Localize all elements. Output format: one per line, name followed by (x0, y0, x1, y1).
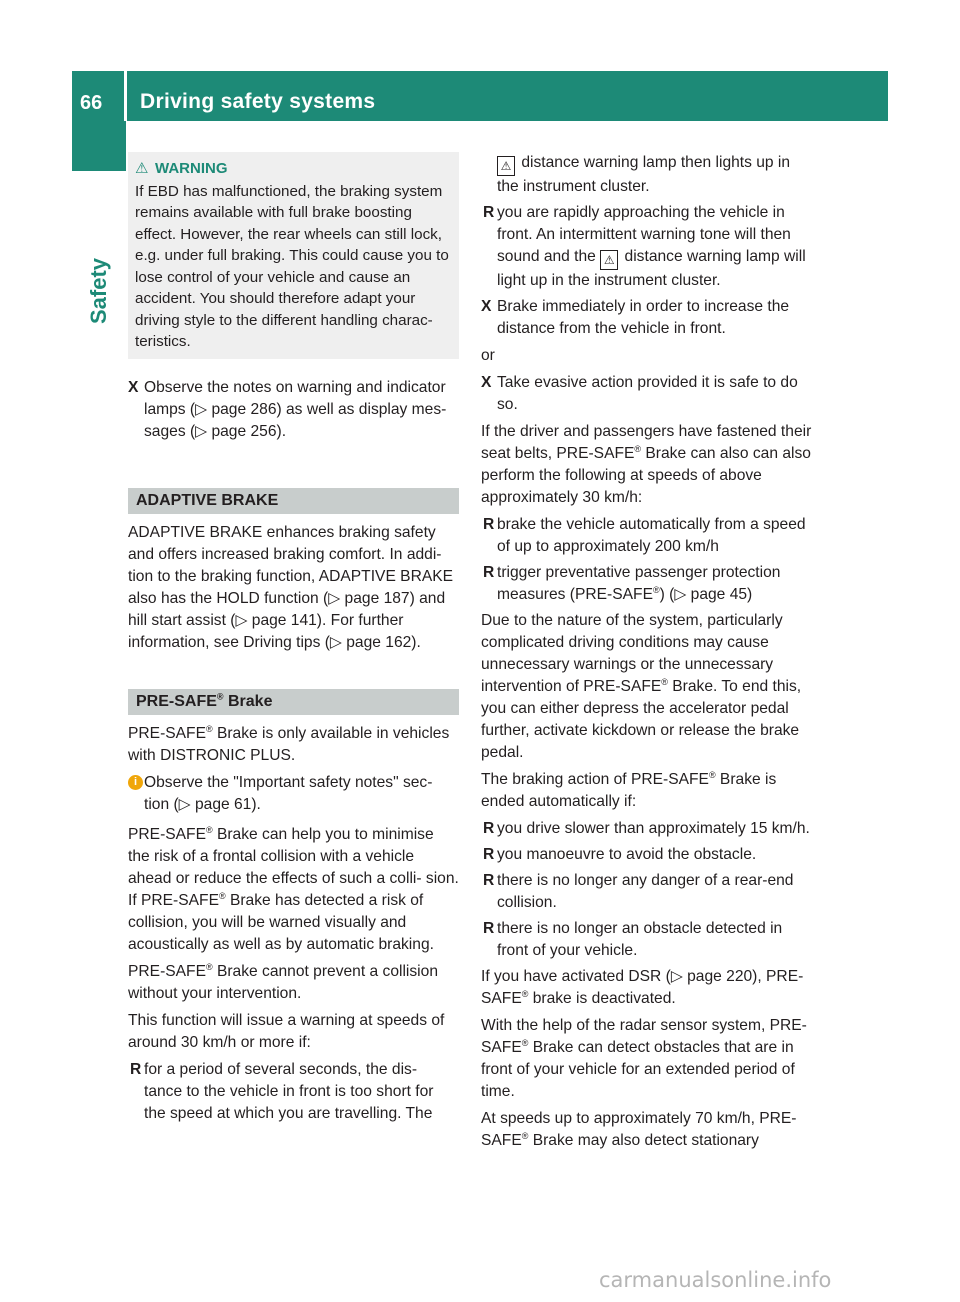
side-tab (72, 121, 126, 171)
bullet-item: R there is no longer an obstacle detected in front of your vehicle. (483, 920, 783, 959)
bullet-marker: R (483, 920, 495, 937)
warning-title: WARNING (155, 160, 228, 177)
heading-text: PRE-SAFE (136, 692, 217, 710)
bullet-item: R brake the vehicle automatically from a speed of up to approximately 200 km/h (483, 516, 806, 555)
right-column (481, 152, 812, 1157)
step-marker: X (128, 378, 139, 396)
step-item (128, 377, 459, 443)
paragraph: PRE-SAFE® Brake can help you to minimise the risk of a frontal collision with a vehicle ahead or reduce the effects of such a colli- sion. If PRE-SAFE® Brake has detected a risk of collision, you will be warned visually and acoustically as well as by automatic braking. (128, 824, 459, 953)
paragraph: Due to the nature of the system, particularly complicated driving conditions may cause unnecessary warnings or the unnecessary intervention of PRE-SAFE® Brake. To end this, you can either depress the accelerator pedal further, activate kickdown or release the brake pedal. (481, 612, 802, 761)
distance-warning-lamp-icon: ⚠ (600, 250, 618, 270)
registered-mark: ® (216, 691, 224, 702)
bullet-item: R you manoeuvre to avoid the obstacle. (481, 844, 812, 866)
section-heading-presafe-brake (128, 689, 459, 715)
paragraph: The braking action of PRE-SAFE® Brake is ended automatically if: (481, 769, 777, 810)
info-note (128, 772, 459, 816)
bullet-marker: R (483, 872, 495, 889)
bullet-marker: R (483, 516, 495, 533)
paragraph: PRE-SAFE® Brake is only available in vehicles with DISTRONIC PLUS. (128, 723, 450, 764)
step-marker: X (481, 374, 492, 391)
paragraph: PRE-SAFE® Brake cannot prevent a collision without your intervention. (128, 961, 438, 1002)
warning-triangle-icon: ⚠ (135, 160, 149, 177)
paragraph: At speeds up to approximately 70 km/h, PRE-SAFE® Brake may also detect stationary (481, 1110, 797, 1149)
step-item: X Brake immediately in order to increase the distance from the vehicle in front. (481, 298, 790, 337)
step-text: Observe the notes on warning and indicator lamps (▷ page 286) as well as display mes- sages (▷ page 256). (144, 378, 447, 440)
paragraph: This function will issue a warning at speeds of around 30 km/h or more if: (128, 1011, 445, 1051)
chapter-title: Driving safety systems (140, 90, 376, 113)
bullet-marker: R (483, 846, 495, 863)
bullet-marker: R (483, 820, 495, 837)
distance-warning-lamp-icon: ⚠ (497, 156, 515, 176)
bullet-marker: R (130, 1060, 142, 1078)
bullet-item: R there is no longer any danger of a rear-end collision. (483, 872, 794, 911)
or-text: or (481, 347, 495, 364)
side-label-text: Safety (86, 257, 111, 324)
paragraph: With the help of the radar sensor system, PRE-SAFE® Brake can detect obstacles that are in front of your vehicle for an extended period of time. (481, 1017, 807, 1100)
warning-text: If EBD has malfunctioned, the braking system remains available with full brake boosting effect. However, the rear wheels can still lock, e.g. under full braking. This could cause you to lose control of your vehicle and cause an accident. You should therefore adapt your driving style to the different handling charac- teristics. (135, 182, 449, 350)
bullet-item: R for a period of several seconds, the dis- tance to the vehicle in front is too short for the speed at which you are travelling. The (130, 1060, 434, 1122)
section-heading-adaptive-brake: ADAPTIVE BRAKE (128, 488, 459, 514)
paragraph: If you have activated DSR (▷ page 220), PRE- SAFE® brake is deactivated. (481, 968, 804, 1007)
bullet-continuation: ⚠ distance warning lamp then lights up in the instrument cluster. (497, 154, 791, 195)
step-item: X Take evasive action provided it is safe to do so. (481, 374, 798, 413)
bullet-item: R you drive slower than approximately 15 km/h. (481, 818, 812, 840)
warning-box (128, 152, 459, 359)
bullet-marker: R (483, 564, 495, 581)
info-icon: i (128, 775, 143, 790)
info-text: Observe the "Important safety notes" sec- tion (▷ page 61). (144, 773, 433, 813)
watermark: carmanualsonline.info (599, 1268, 832, 1292)
page-number: 66 (80, 92, 103, 114)
left-column (128, 152, 459, 1129)
bullet-marker: R (483, 204, 495, 221)
header-divider (124, 71, 127, 121)
bullet-item: R trigger preventative passenger protection measures (PRE-SAFE®) (▷ page 45) (483, 564, 781, 603)
paragraph: ADAPTIVE BRAKE enhances braking safety and offers increased braking comfort. In addi- tion to the braking function, ADAPTIVE BRAKE also has the HOLD function (▷ page 187) and hill start assist (▷ page 141). For further information, see Driving tips (▷ page 162). (128, 523, 454, 651)
step-marker: X (481, 298, 492, 315)
warning-heading (135, 158, 451, 180)
heading-text-suffix: Brake (223, 692, 273, 710)
bullet-item: R you are rapidly approaching the vehicle in front. An intermittent warning tone will then sound and the ⚠ distance warning lamp will light up in the instrument cluster. (483, 204, 806, 289)
paragraph: If the driver and passengers have fastened their seat belts, PRE-SAFE® Brake can also can also perform the following at speeds of above approximately 30 km/h: (481, 423, 812, 506)
